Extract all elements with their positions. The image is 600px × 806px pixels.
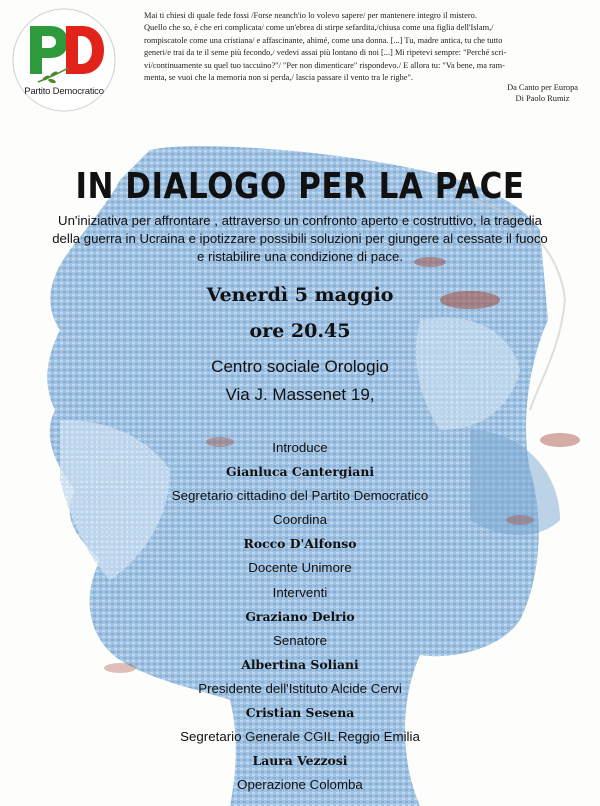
event-description: [10, 212, 590, 266]
poem-line: rompiscatole come una cristiana/ e affascinante, ahimé, come una donna. [...] Tu, madre antica, tu che tutto: [144, 35, 503, 45]
poem-line: Quello che so, è che eri complicata/ come un'ebrea di stirpe sefardita,/chiusa come una figlia dell'Islam,/: [144, 23, 494, 33]
event-time: ore 20.45: [249, 320, 351, 342]
speaker-name: Cristian Sesena: [245, 705, 355, 721]
program-role: Coordina: [273, 512, 327, 528]
poem-source-author: Di Paolo Rumiz: [515, 94, 570, 103]
poem-line: Mai ti chiesi di quale fede fossi /Forse neanch'io lo volevo sapere/ per mantenere integro il mistero.: [144, 11, 477, 20]
speaker-title: Operazione Colomba: [237, 777, 363, 793]
program-role: Introduce: [272, 440, 328, 455]
speakers-program: [0, 436, 600, 797]
poem-line: vi/continuamente su quel tuo taccuino?"/ "Per non dimenticare" rispondevo./ E allora tu: "Va bene, ma ram-: [144, 60, 505, 70]
speaker-name: Laura Vezzosi: [252, 753, 348, 769]
description-line: della guerra in Ucraina e ipotizzare possibili soluzioni per giungere al cessate il fuoco: [52, 231, 548, 246]
speaker-name: Gianluca Cantergiani: [225, 464, 375, 480]
speaker-name: Albertina Soliani: [241, 656, 359, 672]
speaker-title: Segretario Generale CGIL Reggio Emilia: [180, 729, 420, 745]
poem-line: menta, se vuoi che la memoria non si perda,/ lascia passare il vento tra le righe".: [144, 73, 413, 83]
speaker-title: Segretario cittadino del Partito Democratico: [171, 488, 429, 504]
poem-source: [507, 82, 578, 104]
event-venue: Centro sociale Orologio: [211, 357, 389, 376]
event-address: Via J. Massenet 19,: [225, 385, 375, 404]
speaker-title: Senatore: [273, 632, 327, 648]
poem-quote: [144, 10, 580, 84]
pd-logo: [8, 8, 120, 112]
speaker-name: Graziano Delrio: [245, 608, 355, 624]
speaker-name: Rocco D'Alfonso: [243, 536, 357, 552]
poem-line: generi/e trai da te il seme più fecondo,/ vedevi assai più lontano di noi [...] Mi ripetevi sempre: "Perché scri-: [144, 48, 507, 58]
poem-source-title: Da Canto per Europa: [507, 83, 578, 92]
logo-label: Partito Democratico: [24, 86, 104, 97]
event-date: Venerdì 5 maggio: [206, 284, 394, 306]
speaker-title: Presidente dell'Istituto Alcide Cervi: [198, 680, 402, 696]
page-title: IN DIALOGO PER LA PACE: [75, 166, 525, 208]
description-line: e ristabilire una condizione di pace.: [197, 249, 403, 264]
speaker-title: Docente Unimore: [248, 560, 352, 576]
program-role: Interventi: [272, 584, 328, 600]
description-line: Un'iniziativa per affrontare , attraverso un confronto aperto e costruttivo, la tragedia: [58, 213, 542, 228]
